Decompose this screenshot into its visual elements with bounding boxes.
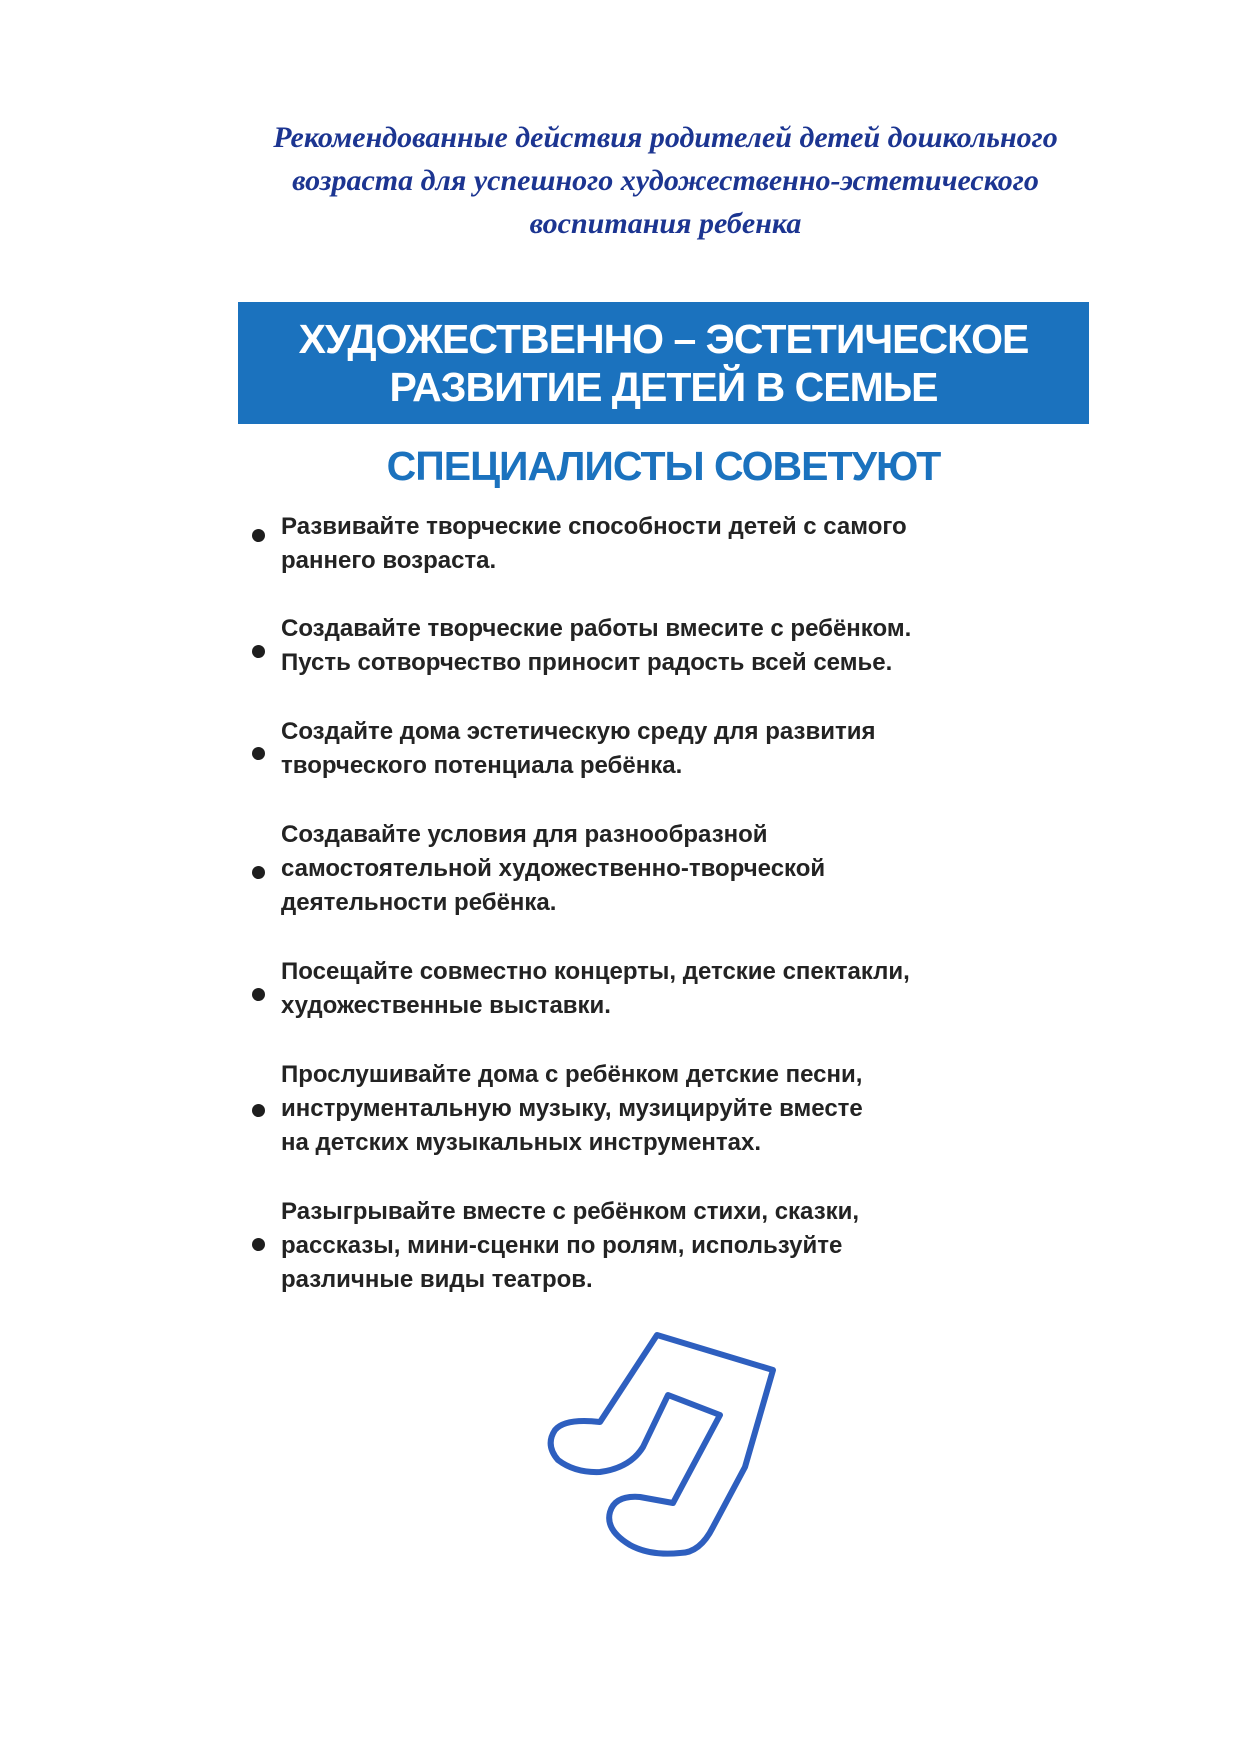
bullet-icon (252, 645, 265, 658)
music-note-icon (530, 1320, 800, 1580)
bullet-icon (252, 747, 265, 760)
bullet-icon (252, 1238, 265, 1251)
bullet-icon (252, 529, 265, 542)
item-line: Создавайте творческие работы вмесите с ребёнком. (281, 615, 912, 642)
banner-line: ХУДОЖЕСТВЕННО – ЭСТЕТИЧЕСКОЕ (298, 316, 1029, 362)
item-line: Посещайте совместно концерты, детские спектакли, (281, 958, 910, 985)
document-title (0, 116, 1241, 245)
item-line: Разыгрывайте вместе с ребёнком стихи, сказки, (281, 1198, 860, 1225)
item-line: деятельности ребёнка. (281, 889, 557, 916)
list-item (281, 1058, 863, 1160)
list-item (281, 818, 825, 920)
list-item (281, 955, 910, 1023)
list-item (281, 715, 875, 783)
item-line: Создайте дома эстетическую среду для развития (281, 718, 876, 745)
bullet-icon (252, 1104, 265, 1117)
item-line: самостоятельной художественно-творческой (281, 855, 826, 882)
item-line: Пусть сотворчество приносит радость всей семье. (281, 649, 893, 676)
item-line: раннего возраста. (281, 547, 497, 574)
bullet-icon (252, 988, 265, 1001)
item-line: Развивайте творческие способности детей с самого (281, 513, 907, 540)
item-line: на детских музыкальных инструментах. (281, 1129, 762, 1156)
list-item (281, 1195, 859, 1297)
item-line: художественные выставки. (281, 992, 611, 1019)
item-line: рассказы, мини-сценки по ролям, используйте (281, 1232, 843, 1259)
bullet-icon (252, 866, 265, 879)
item-line: Прослушивайте дома с ребёнком детские песни, (281, 1061, 863, 1088)
item-line: инструментальную музыку, музицируйте вместе (281, 1095, 863, 1122)
item-line: различные виды театров. (281, 1266, 593, 1293)
header-banner (238, 302, 1089, 424)
list-item (281, 612, 911, 680)
list-item (281, 510, 907, 578)
title-line: Рекомендованные действия родителей детей дошкольного (273, 121, 1058, 154)
title-line: воспитания ребенка (529, 207, 802, 240)
item-line: Создавайте условия для разнообразной (281, 821, 768, 848)
banner-line: РАЗВИТИЕ ДЕТЕЙ В СЕМЬЕ (389, 364, 938, 410)
item-line: творческого потенциала ребёнка. (281, 752, 683, 779)
subheading: СПЕЦИАЛИСТЫ СОВЕТУЮТ (386, 443, 941, 489)
title-line: возраста для успешного художественно-эстетического (292, 164, 1039, 197)
